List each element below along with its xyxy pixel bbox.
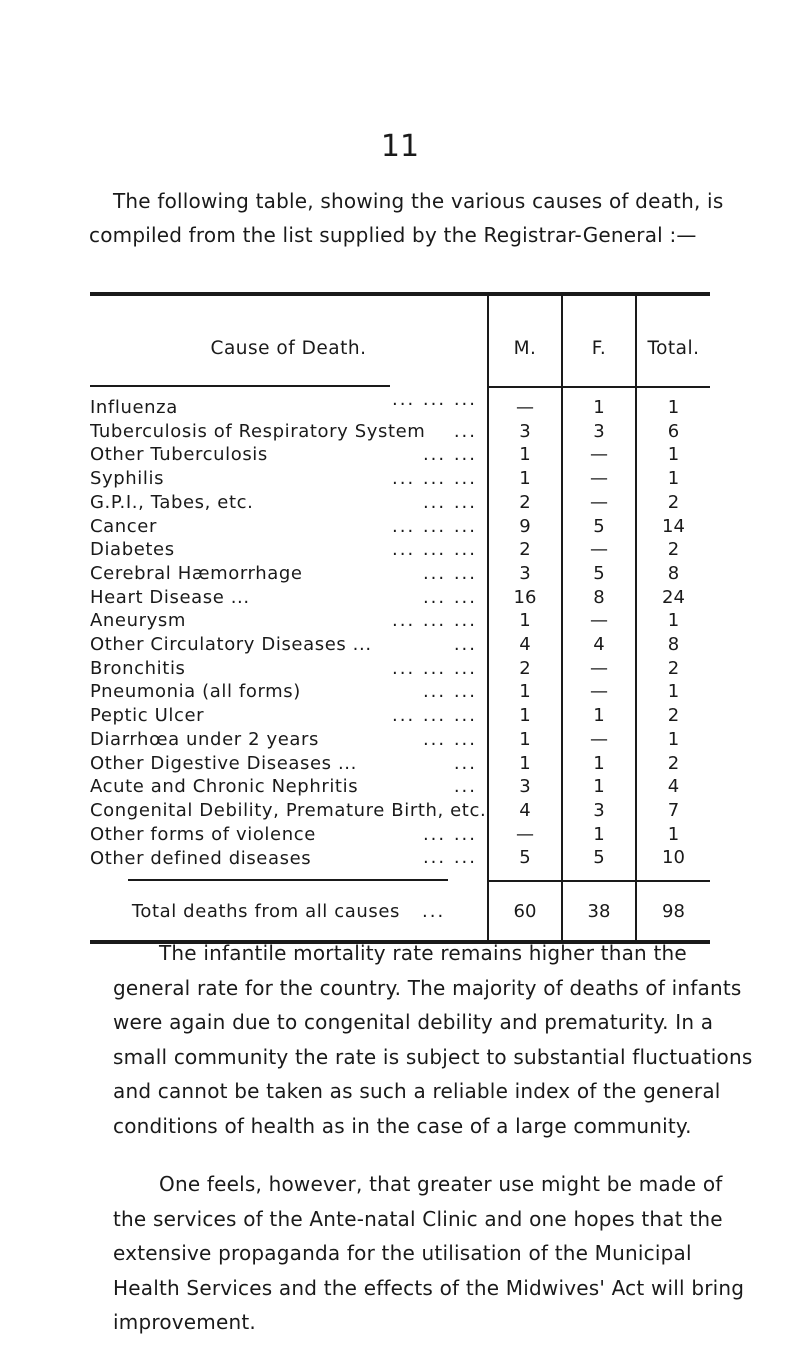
total-count: 1: [636, 609, 710, 633]
table-row: [90, 515, 710, 539]
female-count: 1: [562, 823, 636, 847]
male-count: 16: [488, 586, 562, 610]
male-count: 2: [488, 657, 562, 681]
cause-cell: Other forms of violence ... ...: [90, 823, 477, 845]
cause-cell: Cerebral Hæmorrhage ... ...: [90, 562, 477, 584]
total-count: 8: [636, 633, 710, 657]
male-count: 2: [488, 538, 562, 562]
male-count: 1: [488, 752, 562, 776]
header-total: Total.: [636, 296, 710, 387]
total-count: 10: [636, 846, 710, 881]
cause-cell: Pneumonia (all forms) ... ...: [90, 681, 477, 703]
total-count: 1: [636, 388, 710, 420]
total-label: Total deaths from all causes ...: [131, 900, 446, 922]
page-number: 11: [380, 129, 420, 164]
table-row: [90, 752, 710, 776]
cause-cell: Peptic Ulcer ... ... ...: [90, 705, 477, 727]
female-count: 8: [562, 586, 636, 610]
male-count: 1: [488, 704, 562, 728]
header-cause: Cause of Death.: [210, 338, 367, 359]
paragraph-infant-mortality: The infantile mortality rate remains higher than the general rate for the country. The majority of deaths of infants were again due to congenital debility and prematurity. In a small community the rate is subject to substantial fluctuations and cannot be taken as such a reliable index of the general conditions of health as in the case of a large community.: [113, 941, 753, 1138]
total-count: 2: [636, 538, 710, 562]
male-count: 5: [488, 846, 562, 881]
total-count: 8: [636, 562, 710, 586]
header-female: F.: [562, 296, 636, 387]
cause-cell: Aneurysm ... ... ...: [90, 610, 477, 632]
header-male: M.: [488, 296, 562, 387]
cause-cell: Acute and Chronic Nephritis ...: [90, 776, 477, 798]
table-row: [90, 491, 710, 515]
total-count: 1: [636, 823, 710, 847]
table-row: [90, 846, 710, 881]
female-count: 5: [562, 515, 636, 539]
total-row: [90, 882, 710, 940]
female-count: —: [562, 491, 636, 515]
male-count: 3: [488, 775, 562, 799]
total-count: 14: [636, 515, 710, 539]
female-count: —: [562, 467, 636, 491]
total-count: 2: [636, 752, 710, 776]
cause-cell: Cancer ... ... ...: [90, 515, 477, 537]
total-count: 6: [636, 420, 710, 444]
table-row: [90, 633, 710, 657]
cause-cell: Diarrhœa under 2 years ... ...: [90, 728, 477, 750]
female-count: 5: [562, 562, 636, 586]
table-row: [90, 680, 710, 704]
total-female: 38: [562, 882, 636, 940]
intro-paragraph: [89, 184, 753, 252]
male-count: 1: [488, 609, 562, 633]
total-count: 1: [636, 680, 710, 704]
cause-cell: Other Tuberculosis ... ...: [90, 444, 477, 466]
table-row: [90, 388, 710, 420]
total-count: 1: [636, 443, 710, 467]
male-count: 3: [488, 420, 562, 444]
female-count: —: [562, 680, 636, 704]
male-count: 1: [488, 728, 562, 752]
table-row: [90, 420, 710, 444]
table-row: [90, 467, 710, 491]
table-row: [90, 443, 710, 467]
cause-cell: Other Digestive Diseases ... ...: [90, 752, 477, 774]
female-count: 1: [562, 775, 636, 799]
total-count: 1: [636, 728, 710, 752]
male-count: 1: [488, 680, 562, 704]
table-row: [90, 609, 710, 633]
table-row: [90, 657, 710, 681]
female-count: —: [562, 443, 636, 467]
table-row: [90, 562, 710, 586]
total-all: 98: [636, 882, 710, 940]
table-row: [90, 775, 710, 799]
cause-cell: Diabetes ... ... ...: [90, 539, 477, 561]
total-count: 7: [636, 799, 710, 823]
male-count: 4: [488, 799, 562, 823]
female-count: 3: [562, 799, 636, 823]
male-count: —: [488, 823, 562, 847]
causes-of-death-table: [90, 292, 710, 944]
male-count: —: [488, 388, 562, 420]
table-row: [90, 728, 710, 752]
cause-cell: Syphilis ... ... ...: [90, 468, 477, 490]
table-row: [90, 704, 710, 728]
total-count: 4: [636, 775, 710, 799]
male-count: 1: [488, 467, 562, 491]
female-count: —: [562, 609, 636, 633]
male-count: 9: [488, 515, 562, 539]
female-count: 1: [562, 752, 636, 776]
total-count: 2: [636, 704, 710, 728]
male-count: 2: [488, 491, 562, 515]
female-count: 3: [562, 420, 636, 444]
cause-cell: G.P.I., Tabes, etc. ... ...: [90, 491, 477, 513]
female-count: 5: [562, 846, 636, 881]
table-row: [90, 823, 710, 847]
female-count: —: [562, 728, 636, 752]
table-row: [90, 586, 710, 610]
cause-cell: Other Circulatory Diseases ... ...: [90, 634, 477, 656]
cause-cell: Bronchitis ... ... ...: [90, 657, 477, 679]
paragraph-antenatal-clinic: One feels, however, that greater use might be made of the services of the Ante-natal Clinic and one hopes that the extensive propaganda for the utilisation of the Municipal Health Services and the effects of the Midwives' Act will bring improvement.: [113, 1172, 745, 1334]
table-row: [90, 538, 710, 562]
female-count: 4: [562, 633, 636, 657]
cause-cell: Tuberculosis of Respiratory System ...: [90, 420, 477, 442]
total-male: 60: [488, 882, 562, 940]
female-count: —: [562, 538, 636, 562]
cause-cell: Other defined diseases ... ...: [90, 847, 477, 869]
total-count: 24: [636, 586, 710, 610]
female-count: 1: [562, 388, 636, 420]
cause-cell: Congenital Debility, Premature Birth, etc.: [90, 799, 488, 823]
intro-line-1: The following table, showing the various causes of death, is: [113, 189, 724, 213]
male-count: 3: [488, 562, 562, 586]
total-count: 2: [636, 491, 710, 515]
intro-line-2: compiled from the list supplied by the Registrar-General :—: [89, 223, 697, 247]
total-count: 1: [636, 467, 710, 491]
male-count: 4: [488, 633, 562, 657]
male-count: 1: [488, 443, 562, 467]
cause-cell: Heart Disease ... ... ...: [90, 586, 477, 608]
cause-cell: Influenza ... ... ...: [90, 389, 477, 418]
table-row: [90, 799, 710, 823]
table-body: [90, 388, 710, 881]
female-count: —: [562, 657, 636, 681]
female-count: 1: [562, 704, 636, 728]
table-header-row: [90, 296, 710, 387]
total-count: 2: [636, 657, 710, 681]
